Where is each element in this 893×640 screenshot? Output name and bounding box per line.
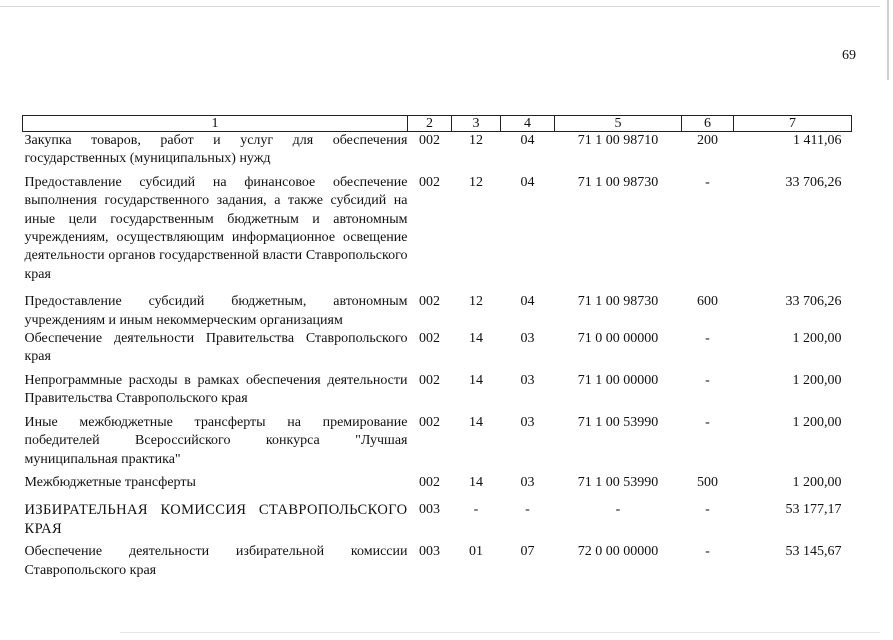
row-code-6: - <box>705 544 710 560</box>
row-description: Предоставление субсидий бюджетным, автономным учреждениям и иным некоммерческим организациям <box>24 294 408 328</box>
header-col-7: 7 <box>734 116 852 132</box>
row-amount: 1 200,00 <box>792 474 842 490</box>
row-code-2: 002 <box>419 372 440 388</box>
header-col-3: 3 <box>452 116 501 132</box>
row-code-2: 002 <box>419 294 440 310</box>
table-row <box>23 284 852 330</box>
row-code-2: 002 <box>419 174 440 190</box>
row-code-4: 04 <box>520 133 535 148</box>
row-description: Межбюджетные трансферты <box>24 474 196 490</box>
header-col-4: 4 <box>501 116 555 132</box>
row-code-5: 72 0 00 00000 <box>577 544 659 560</box>
row-amount: 53 145,67 <box>785 544 842 560</box>
row-code-2: 002 <box>419 474 440 490</box>
table-row <box>23 330 852 367</box>
row-code-4: 03 <box>520 414 535 430</box>
row-code-2: 002 <box>419 133 440 148</box>
header-col-6: 6 <box>682 116 734 132</box>
row-code-6: 600 <box>697 294 718 310</box>
row-description: Иные межбюджетные трансферты на премирование победителей Всероссийского конкурса "Лучшая муниципальная практика" <box>24 414 408 467</box>
row-code-3: 01 <box>469 544 483 560</box>
table-row <box>23 409 852 469</box>
row-code-6: - <box>705 331 710 347</box>
row-description: Закупка товаров, работ и услуг для обеспечения государственных (муниципальных) нужд <box>24 133 408 167</box>
row-code-6: - <box>705 502 710 518</box>
row-amount: 1 200,00 <box>792 414 842 430</box>
row-amount: 1 411,06 <box>793 133 842 148</box>
row-amount: 33 706,26 <box>785 174 842 190</box>
row-code-5: 71 1 00 53990 <box>577 414 659 430</box>
budget-table <box>22 115 852 580</box>
row-code-5: 71 1 00 98730 <box>577 174 659 190</box>
row-code-4: 04 <box>520 294 535 310</box>
row-code-3: 14 <box>469 414 483 430</box>
row-amount: 33 706,26 <box>785 294 842 310</box>
row-code-6: - <box>705 174 710 190</box>
table-row-section-heading <box>23 492 852 538</box>
row-code-4: 03 <box>520 331 535 347</box>
row-code-3: 14 <box>469 331 483 347</box>
row-code-6: 500 <box>697 474 718 490</box>
row-code-5: 71 1 00 00000 <box>577 372 659 388</box>
row-code-3: 14 <box>469 474 483 490</box>
row-code-2: 002 <box>419 414 440 430</box>
row-code-2: 003 <box>419 502 440 518</box>
scan-artifact-bottom <box>120 632 880 633</box>
row-code-4: 04 <box>520 174 535 190</box>
header-col-2: 2 <box>408 116 452 132</box>
row-code-2: 003 <box>419 544 440 560</box>
row-description: Непрограммные расходы в рамках обеспечения деятельности Правительства Ставропольского края <box>24 372 408 407</box>
table-row <box>23 132 852 169</box>
row-description: Обеспечение деятельности Правительства Ставропольского края <box>24 331 408 365</box>
table-row <box>23 469 852 492</box>
table-row <box>23 169 852 284</box>
row-code-4: 03 <box>520 372 535 388</box>
row-amount: 1 200,00 <box>792 372 842 388</box>
row-code-6: - <box>705 414 710 430</box>
row-code-4: 07 <box>520 544 535 560</box>
row-code-4: 03 <box>520 474 535 490</box>
row-code-3: 12 <box>469 133 483 148</box>
row-code-3: 14 <box>469 372 483 388</box>
table-header-row <box>23 116 852 132</box>
header-col-5: 5 <box>555 116 682 132</box>
scan-artifact-top <box>0 6 880 7</box>
row-code-3: - <box>473 502 479 518</box>
row-amount: 1 200,00 <box>792 331 842 347</box>
scan-artifact-edge <box>887 0 889 80</box>
row-code-5: 71 1 00 98710 <box>577 133 659 148</box>
row-code-4: - <box>525 502 530 518</box>
row-code-3: 12 <box>469 294 483 310</box>
row-description: ИЗБИРАТЕЛЬНАЯ КОМИССИЯ СТАВРОПОЛЬСКОГО КРАЯ <box>24 502 408 537</box>
row-description: Обеспечение деятельности избирательной комиссии Ставропольского края <box>24 544 408 578</box>
table-row <box>23 367 852 409</box>
row-code-5: 71 1 00 98730 <box>577 294 659 310</box>
row-code-6: - <box>705 372 710 388</box>
row-code-5: 71 0 00 00000 <box>577 331 659 347</box>
table-row <box>23 538 852 580</box>
row-description: Предоставление субсидий на финансовое обеспечение выполнения государственного задания, а также субсидий на иные цели государственным бюджетным и автономным учреждениям, осуществляющим информационное освещение деятельности органов государственной власти Ставропольского края <box>24 174 408 282</box>
row-amount: 53 177,17 <box>785 502 842 518</box>
row-code-5: 71 1 00 53990 <box>577 474 659 490</box>
row-code-2: 002 <box>419 331 440 347</box>
row-code-3: 12 <box>469 174 483 190</box>
header-col-1: 1 <box>23 116 408 132</box>
page-number: 69 <box>842 48 856 63</box>
row-code-6: 200 <box>697 133 718 148</box>
row-code-5: - <box>615 502 621 518</box>
